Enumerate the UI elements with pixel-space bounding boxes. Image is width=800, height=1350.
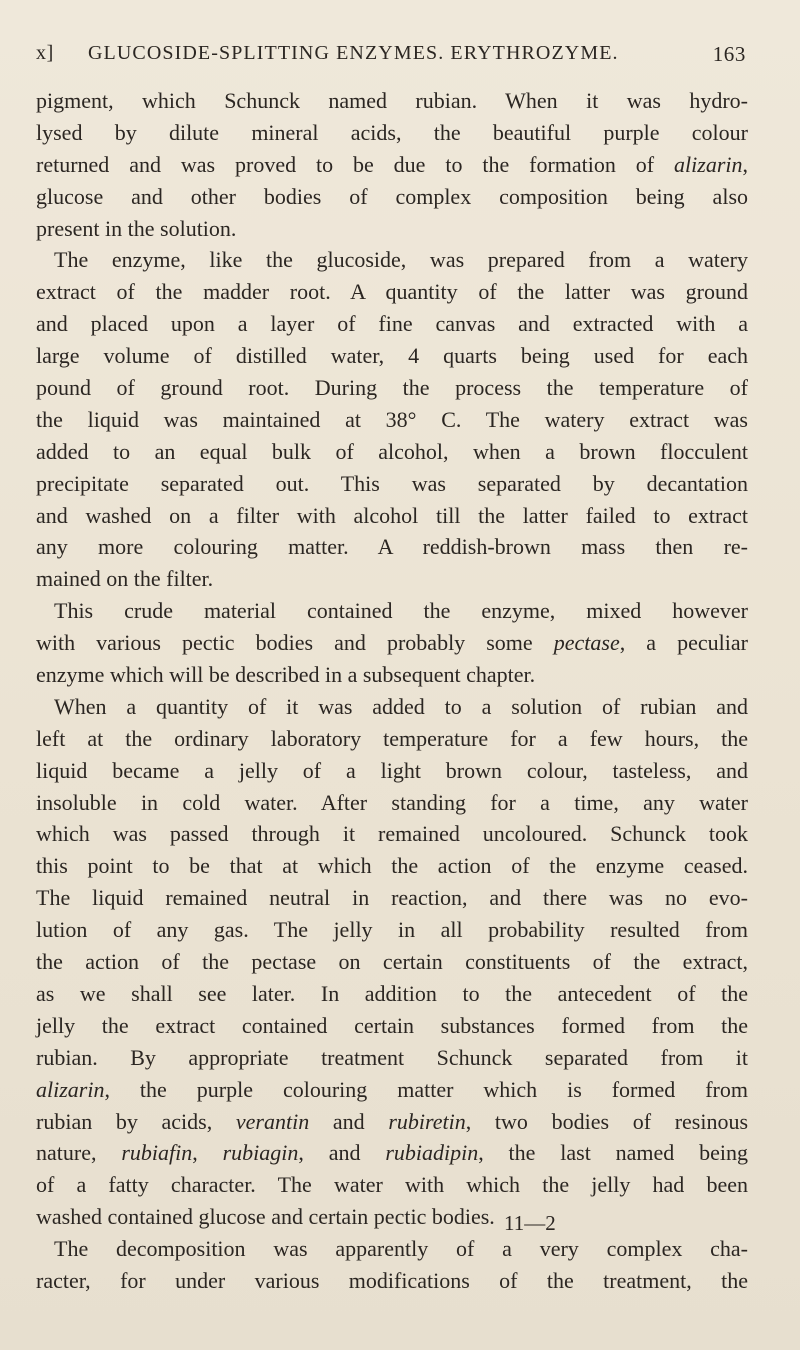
- text-line: present in the solution.: [36, 215, 237, 241]
- text-line: extract of the madder root. A quantity of the latter was ground: [36, 279, 748, 305]
- text-line: mained on the filter.: [36, 566, 214, 592]
- text-line: large volume of distilled water, 4 quarts being used for each: [36, 343, 748, 369]
- text-line: and washed on a filter with alcohol till the latter failed to extract: [36, 502, 748, 528]
- text-line: enzyme which will be described in a subsequent chapter.: [36, 662, 536, 688]
- text-line: the liquid was maintained at 38° C. The watery extract was: [36, 406, 748, 432]
- text-line: added to an equal bulk of alcohol, when a brown flocculent: [36, 438, 748, 464]
- text-line: insoluble in cold water. After standing for a time, any water: [36, 789, 748, 815]
- text-line: jelly the extract contained certain substances formed from the: [36, 1012, 748, 1038]
- text-line: racter, for under various modifications of the treatment, the: [36, 1267, 748, 1293]
- text-line: the action of the pectase on certain constituents of the extract,: [36, 949, 748, 975]
- chapter-marker: x]: [36, 42, 54, 64]
- text-line: rubian. By appropriate treatment Schunck separated from it: [36, 1044, 748, 1070]
- text-line: glucose and other bodies of complex composition being also: [36, 183, 748, 209]
- text-line: precipitate separated out. This was separated by decantation: [36, 470, 748, 496]
- text-line: This crude material contained the enzyme, mixed however: [54, 598, 748, 624]
- text-line: The enzyme, like the glucoside, was prepared from a watery: [54, 247, 748, 273]
- text-line: When a quantity of it was added to a solution of rubian and: [54, 693, 748, 719]
- text-line: left at the ordinary laboratory temperature for a few hours, the: [36, 725, 748, 751]
- text-line: lution of any gas. The jelly in all probability resulted from: [36, 917, 748, 943]
- text-line: lysed by dilute mineral acids, the beautiful purple colour: [36, 119, 748, 145]
- text-line: which was passed through it remained uncoloured. Schunck took: [36, 821, 748, 847]
- text-line: The decomposition was apparently of a very complex cha-: [54, 1236, 748, 1262]
- text-line: pigment, which Schunck named rubian. When it was hydro-: [36, 88, 748, 113]
- running-title: GLUCOSIDE-SPLITTING ENZYMES. ERYTHROZYME.: [88, 42, 619, 64]
- signature-mark: 11—2: [504, 1211, 556, 1235]
- text-line: with various pectic bodies and probably some pectase, a peculiar: [36, 630, 748, 656]
- text-line: washed contained glucose and certain pectic bodies.: [36, 1204, 495, 1230]
- text-line: The liquid remained neutral in reaction, and there was no evo-: [36, 885, 748, 911]
- text-line: and placed upon a layer of fine canvas and extracted with a: [36, 311, 748, 337]
- text-line: any more colouring matter. A reddish-brown mass then re-: [36, 534, 748, 560]
- body-text: [36, 85, 748, 1297]
- running-header: [36, 42, 746, 78]
- text-line: rubian by acids, verantin and rubiretin, two bodies of resinous: [36, 1108, 749, 1134]
- text-line: liquid became a jelly of a light brown colour, tasteless, and: [36, 757, 748, 783]
- text-line: returned and was proved to be due to the formation of alizarin,: [36, 151, 748, 177]
- text-line: alizarin, the purple colouring matter which is formed from: [36, 1076, 748, 1102]
- text-line: of a fatty character. The water with which the jelly had been: [36, 1172, 748, 1198]
- text-line: pound of ground root. During the process the temperature of: [36, 375, 748, 401]
- page-number: 163: [712, 42, 746, 66]
- text-line: as we shall see later. In addition to the antecedent of the: [36, 980, 748, 1006]
- text-line: nature, rubiafin, rubiagin, and rubiadipin, the last named being: [36, 1140, 749, 1166]
- text-line: this point to be that at which the action of the enzyme ceased.: [36, 853, 748, 879]
